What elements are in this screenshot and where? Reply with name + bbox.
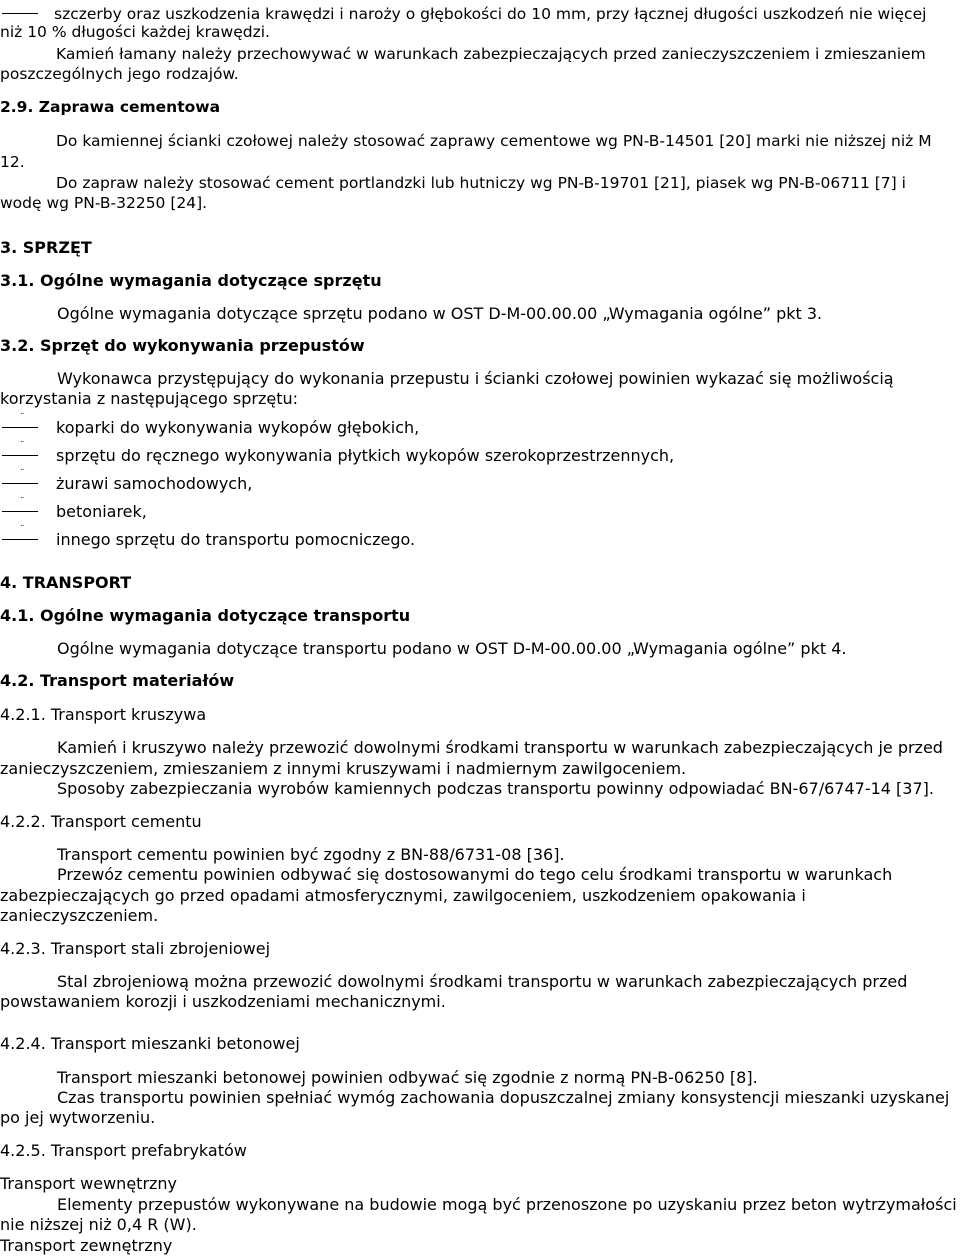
- subsection-heading-4-2-3: 4.2.3. Transport stali zbrojeniowej: [0, 939, 271, 958]
- bullet-mark-icon: ¨: [20, 441, 25, 451]
- section-heading-3-1: 3.1. Ogólne wymagania dotyczące sprzętu: [0, 271, 382, 290]
- paragraph-line: zanieczyszczeniem.: [0, 906, 159, 925]
- dash-bullet-icon: [2, 539, 38, 540]
- dash-bullet-icon: [2, 483, 38, 484]
- paragraph-line: Do kamiennej ścianki czołowej należy stosować zaprawy cementowe wg PN-B-14501 [20] marki nie niższej niż M: [56, 132, 932, 150]
- subsection-heading-4-2-4: 4.2.4. Transport mieszanki betonowej: [0, 1034, 300, 1053]
- bullet-mark-icon: ¨: [20, 413, 25, 423]
- subsection-heading-4-2-2: 4.2.2. Transport cementu: [0, 812, 202, 831]
- paragraph-line: Czas transportu powinien spełniać wymóg zachowania dopuszczalnej zmiany konsystencji mieszanki uzyskanej: [57, 1088, 950, 1107]
- section-heading-3-2: 3.2. Sprzęt do wykonywania przepustów: [0, 336, 365, 355]
- bullet-mark-icon: ¨: [20, 0, 25, 9]
- section-heading-4-2: 4.2. Transport materiałów: [0, 671, 235, 690]
- bullet-mark-icon: ¨: [20, 525, 25, 535]
- paragraph-line: zabezpieczających go przed opadami atmosferycznymi, zawilgoceniem, uszkodzeniem opakowania i: [0, 886, 806, 905]
- subheading-line: Transport wewnętrzny: [0, 1174, 178, 1193]
- paragraph-line: Do zapraw należy stosować cement portlandzki lub hutniczy wg PN-B-19701 [21], piasek wg PN-B-06711 [7] i: [56, 174, 906, 192]
- subsection-heading-4-2-1: 4.2.1. Transport kruszywa: [0, 705, 207, 724]
- paragraph-line: Transport cementu powinien być zgodny z BN-88/6731-08 [36].: [57, 845, 565, 864]
- dash-bullet-icon: [2, 13, 38, 14]
- paragraph-line: powstawaniem korozji i uszkodzeniami mechanicznymi.: [0, 992, 446, 1011]
- section-heading-4-1: 4.1. Ogólne wymagania dotyczące transportu: [0, 606, 411, 625]
- bullet-text-line2: niż 10 % długości każdej krawędzi.: [0, 23, 270, 41]
- list-item: koparki do wykonywania wykopów głębokich,: [56, 418, 420, 437]
- paragraph-line: poszczególnych jego rodzajów.: [0, 65, 239, 83]
- paragraph-line: Stal zbrojeniową można przewozić dowolnymi środkami transportu w warunkach zabezpieczających przed: [57, 972, 908, 991]
- paragraph-line: Transport mieszanki betonowej powinien odbywać się zgodnie z normą PN-B-06250 [8].: [57, 1068, 758, 1087]
- paragraph-line: Kamień łamany należy przechowywać w warunkach zabezpieczających przed zanieczyszczeniem i zmieszaniem: [56, 45, 926, 63]
- list-item: betoniarek,: [56, 502, 147, 521]
- paragraph-line: Kamień i kruszywo należy przewozić dowolnymi środkami transportu w warunkach zabezpieczających je przed: [57, 738, 943, 757]
- paragraph-line: Ogólne wymagania dotyczące sprzętu podano w OST D-M-00.00.00 „Wymagania ogólne” pkt 3.: [57, 304, 823, 323]
- subheading-line: Transport zewnętrzny: [0, 1236, 173, 1255]
- dash-bullet-icon: [2, 455, 38, 456]
- list-item: żurawi samochodowych,: [56, 474, 253, 493]
- dash-bullet-icon: [2, 511, 38, 512]
- dash-bullet-icon: [2, 427, 38, 428]
- list-item: innego sprzętu do transportu pomocniczego.: [56, 530, 416, 549]
- paragraph-line: zanieczyszczeniem, zmieszaniem z innymi kruszywami i nadmiernym zawilgoceniem.: [0, 759, 687, 778]
- paragraph-line: Ogólne wymagania dotyczące transportu podano w OST D-M-00.00.00 „Wymagania ogólne” pkt 4.: [57, 639, 847, 658]
- section-heading-2-9: 2.9. Zaprawa cementowa: [0, 98, 221, 116]
- paragraph-line: korzystania z następującego sprzętu:: [0, 389, 299, 408]
- paragraph-line: Przewóz cementu powinien odbywać się dostosowanymi do tego celu środkami transportu w warunkach: [57, 865, 893, 884]
- bullet-text-line1: szczerby oraz uszkodzenia krawędzi i naroży o głębokości do 10 mm, przy łącznej długości uszkodzeń nie więcej: [54, 5, 927, 23]
- chapter-heading-3: 3. SPRZĘT: [0, 238, 92, 257]
- paragraph-line: wodę wg PN-B-32250 [24].: [0, 194, 208, 212]
- chapter-heading-4: 4. TRANSPORT: [0, 573, 132, 592]
- bullet-mark-icon: ¨: [20, 497, 25, 507]
- subsection-heading-4-2-5: 4.2.5. Transport prefabrykatów: [0, 1141, 247, 1160]
- paragraph-line: nie niższej niż 0,4 R (W).: [0, 1215, 197, 1234]
- paragraph-line: Wykonawca przystępujący do wykonania przepustu i ścianki czołowej powinien wykazać się możliwością: [57, 369, 894, 388]
- paragraph-line: Elementy przepustów wykonywane na budowie mogą być przenoszone po uzyskaniu przez beton wytrzymałości: [57, 1195, 957, 1214]
- paragraph-line: po jej wytworzeniu.: [0, 1108, 156, 1127]
- paragraph-line: Sposoby zabezpieczania wyrobów kamiennych podczas transportu powinny odpowiadać BN-67/6747-14 [37].: [57, 779, 934, 798]
- bullet-mark-icon: ¨: [20, 469, 25, 479]
- paragraph-line: 12.: [0, 153, 25, 171]
- list-item: sprzętu do ręcznego wykonywania płytkich wykopów szerokoprzestrzennych,: [56, 446, 675, 465]
